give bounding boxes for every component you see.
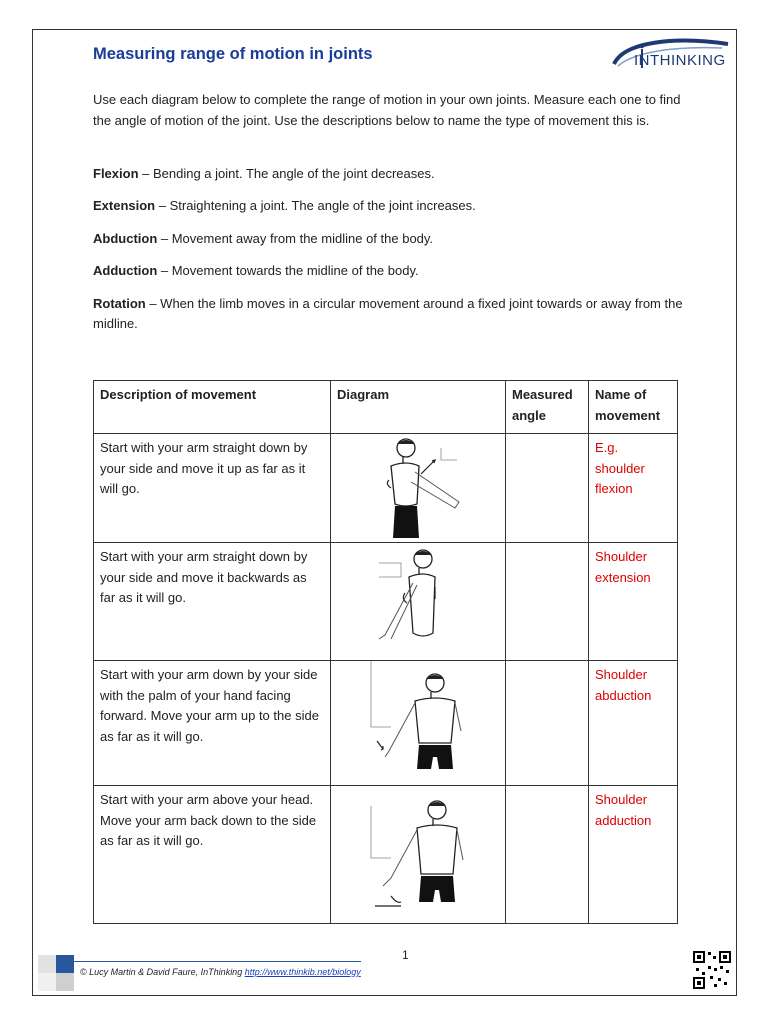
row-measured-angle[interactable] bbox=[506, 434, 589, 543]
footer-rule bbox=[74, 961, 361, 962]
table-header-row bbox=[94, 381, 678, 434]
definition-flexion bbox=[93, 164, 683, 184]
header-name-of-movement: Name of movement bbox=[589, 381, 678, 434]
logo-text: INTHINKING bbox=[634, 52, 726, 69]
definition-term: Adduction bbox=[93, 263, 158, 278]
row-measured-angle[interactable] bbox=[506, 661, 589, 786]
row-movement-name: Shoulder abduction bbox=[589, 661, 678, 786]
definition-text: – When the limb moves in a circular movement around a fixed joint towards or away from the midline. bbox=[93, 296, 683, 331]
footer-decoration bbox=[38, 955, 78, 995]
header-diagram: Diagram bbox=[331, 381, 506, 434]
definition-text: – Movement towards the midline of the body. bbox=[157, 263, 419, 278]
definition-term: Rotation bbox=[93, 296, 146, 311]
table-row bbox=[94, 661, 678, 786]
row-movement-name: Shoulder extension bbox=[589, 543, 678, 661]
inthinking-logo bbox=[604, 34, 730, 78]
diagram-shoulder-abduction bbox=[331, 661, 506, 786]
definition-adduction bbox=[93, 261, 683, 281]
header-measured-angle: Measured angle bbox=[506, 381, 589, 434]
definition-term: Extension bbox=[93, 198, 156, 213]
row-description: Start with your arm above your head. Move your arm back down to the side as far as it will go. bbox=[94, 786, 331, 924]
range-of-motion-table bbox=[93, 380, 678, 924]
page-title: Measuring range of motion in joints bbox=[93, 45, 373, 63]
definition-text: – Movement away from the midline of the body. bbox=[157, 231, 434, 246]
definition-text: – Straightening a joint. The angle of the joint increases. bbox=[155, 198, 476, 213]
diagram-shoulder-adduction bbox=[331, 786, 506, 924]
qr-code-icon bbox=[692, 950, 732, 990]
row-description: Start with your arm down by your side with the palm of your hand facing forward. Move your arm up to the side as far as it will go. bbox=[94, 661, 331, 786]
table-row bbox=[94, 543, 678, 661]
definition-term: Flexion bbox=[93, 166, 139, 181]
definition-text: – Bending a joint. The angle of the joint decreases. bbox=[138, 166, 435, 181]
row-description: Start with your arm straight down by your side and move it up as far as it will go. bbox=[94, 434, 331, 543]
copyright-text: © Lucy Martin & David Faure, InThinking bbox=[80, 967, 245, 977]
diagram-shoulder-extension bbox=[331, 543, 506, 661]
table-row bbox=[94, 434, 678, 543]
table-row bbox=[94, 786, 678, 924]
definition-term: Abduction bbox=[93, 231, 158, 246]
row-movement-name: E.g. shoulder flexion bbox=[589, 434, 678, 543]
row-description: Start with your arm straight down by your side and move it backwards as far as it will go. bbox=[94, 543, 331, 661]
page-number: 1 bbox=[402, 948, 409, 962]
intro-paragraph: Use each diagram below to complete the range of motion in your own joints. Measure each one to find the angle of motion of the joint. Use the descriptions below to name the type of movement this is. bbox=[93, 92, 681, 128]
footer-copyright bbox=[80, 967, 361, 977]
footer-link[interactable]: http://www.thinkib.net/biology bbox=[244, 967, 361, 977]
row-movement-name: Shoulder adduction bbox=[589, 786, 678, 924]
definition-rotation bbox=[93, 294, 683, 334]
row-measured-angle[interactable] bbox=[506, 786, 589, 924]
definition-extension bbox=[93, 196, 683, 216]
diagram-shoulder-flexion bbox=[331, 434, 506, 543]
definition-abduction bbox=[93, 229, 683, 249]
row-measured-angle[interactable] bbox=[506, 543, 589, 661]
header-description: Description of movement bbox=[94, 381, 331, 434]
